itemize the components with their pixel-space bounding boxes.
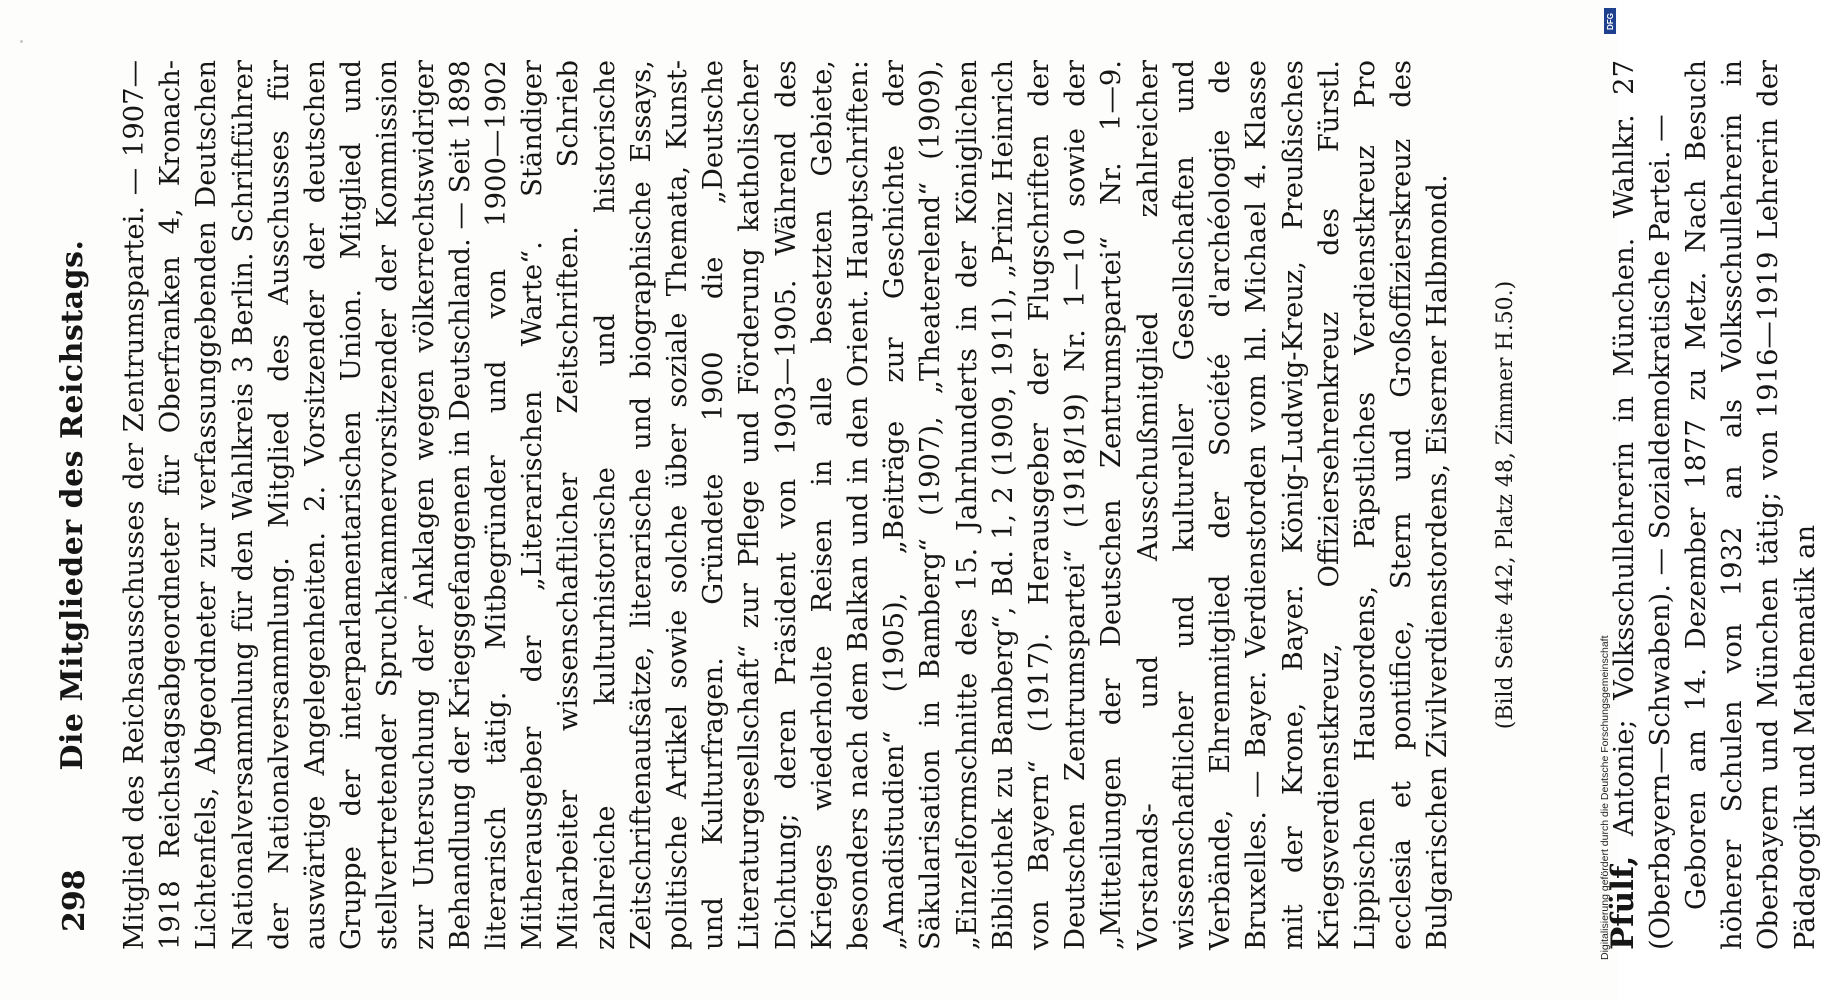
body-text xyxy=(117,60,1824,950)
scan-speck xyxy=(20,40,23,43)
entry-intro: Antonie; Volksschullehrerin in München. Wahlkr. 27 (Oberbayern—Schwaben). — Sozialdemokratische Partei. — xyxy=(1608,60,1676,950)
page-header xyxy=(55,60,95,950)
scan-speck xyxy=(404,596,407,599)
entry-name: Pfülf, xyxy=(1604,855,1641,950)
dfg-logo: DFG xyxy=(1604,8,1616,34)
image-caption: (Bild Seite 442, Platz 48, Zimmer H.50.) xyxy=(1492,280,1518,730)
page-number: 298 xyxy=(57,869,92,932)
entry-continuation-paragraph: Mitglied des Reichsausschusses der Zentrumspartei. — 1907—1918 Reichstagsabgeordneter für Oberfranken 4, Kronach-Lichtenfels, Abgeordneter zur verfassunggebenden Deutschen Nationalversammlung für den Wahlkreis 3 Berlin. Schriftführer der Nationalversammlung. Mitglied des Ausschusses für auswärtige Angelegenheiten. 2. Vorsitzender der deutschen Gruppe der interparlamentarischen Union. Mitglied und stellvertretender Spruchkammervorsitzender der Kommission zur Untersuchung der Anklagen wegen völkerrechtswidriger Behandlung der Kriegsgefangenen in Deutschland. — Seit 1898 literarisch tätig. Mitbegründer und von 1900—1902 Mitherausgeber der „Literarischen Warte“. Ständiger Mitarbeiter wissenschaftlicher Zeitschriften. Schrieb zahlreiche kulturhistorische und historische Zeitschriftenaufsätze, literarische und biographische Essays, politische Artikel sowie solche über soziale Themata, Kunst- und Kulturfragen. Gründete 1900 die „Deutsche Literaturgesellschaft“ zur Pflege und Förderung katholischer Dichtung; deren Präsident von 1903—1905. Während des Krieges wiederholte Reisen in alle besetzten Gebiete, besonders nach dem Balkan und in den Orient. Hauptschriften: „Amadistudien“ (1905), „Beiträge zur Geschichte der Säkularisation in Bamberg“ (1907), „Theaterelend“ (1909), „Einzelformschnitte des 15. Jahrhunderts in der Königlichen Bibliothek zu Bamberg“, Bd. 1, 2 (1909, 1911), „Prinz Heinrich von Bayern“ (1917). Herausgeber der Flugschriften der Deutschen Zentrumspartei“ (1918/19) Nr. 1—10 sowie der „Mitteilungen der Deutschen Zentrumspartei“ Nr. 1—9. Vorstands- und Ausschußmitglied zahlreicher wissenschaftlicher und kultureller Gesellschaften und Verbände, Ehrenmitglied der Société d'archéologie de Bruxelles. — Bayer. Verdienstorden vom hl. Michael 4. Klasse mit der Krone, Bayer. König-Ludwig-Kreuz, Preußisches Kriegsverdienstkreuz, Offiziersehrenkreuz des Fürstl. Lippischen Hausordens, Päpstliches Verdienstkreuz Pro ecclesia et pontifice, Stern und Großoffizierskreuz des Bulgarischen Zivilverdienstordens, Eiserner Halbmond. xyxy=(119,60,1454,950)
digitization-note: Digitalisierung gefördert durch die Deutsche Forschungsgemeinschaft xyxy=(1599,635,1611,960)
running-head: Die Mitglieder des Reichstags. xyxy=(55,239,90,771)
entry-biography-paragraph: Geboren am 14. Dezember 1877 zu Metz. Nach Besuch höherer Schulen von 1932 an als Volksschullehrerin in Oberbayern und München tätig; von 1916—1919 Lehrerin der Pädagogik und Mathematik an xyxy=(1680,60,1821,950)
entry-heading-paragraph xyxy=(1605,60,1679,950)
